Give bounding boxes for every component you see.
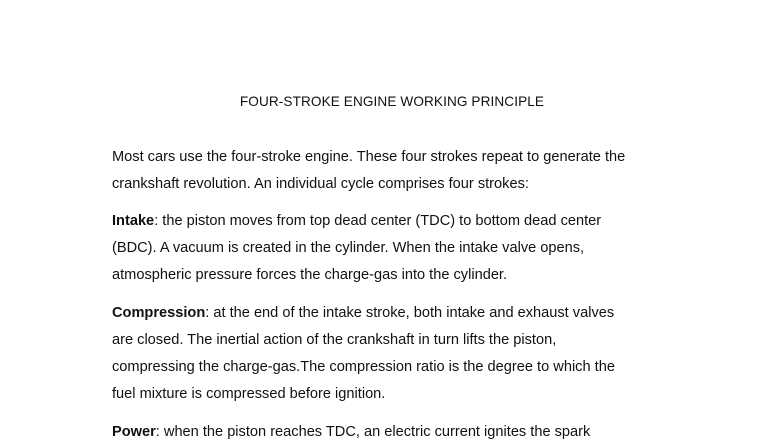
compression-text: : at the end of the intake stroke, both intake and exhaust valves xyxy=(205,305,615,321)
intake-term: Intake xyxy=(112,213,155,229)
page-title: FOUR-STROKE ENGINE WORKING PRINCIPLE xyxy=(239,94,545,109)
intro-paragraph xyxy=(112,144,692,198)
intro-line: crankshaft revolution. An individual cycle comprises four strokes: xyxy=(112,176,529,192)
intake-paragraph xyxy=(112,208,692,289)
power-paragraph xyxy=(112,419,692,441)
compression-term: Compression xyxy=(112,305,206,321)
compression-line xyxy=(112,300,692,327)
compression-line: are closed. The inertial action of the crankshaft in turn lifts the piston, xyxy=(112,332,557,348)
intake-line: atmospheric pressure forces the charge-gas into the cylinder. xyxy=(112,267,508,283)
power-line xyxy=(112,419,692,441)
intro-line: Most cars use the four-stroke engine. These four strokes repeat to generate the xyxy=(112,149,626,165)
compression-paragraph xyxy=(112,300,692,408)
power-text: : when the piston reaches TDC, an electric current ignites the spark xyxy=(155,424,591,440)
compression-line: fuel mixture is compressed before ignition. xyxy=(112,386,386,402)
intake-text: : the piston moves from top dead center (TDC) to bottom dead center xyxy=(154,213,602,229)
power-term: Power xyxy=(112,424,156,440)
compression-line: compressing the charge-gas.The compression ratio is the degree to which the xyxy=(112,359,615,375)
intake-line xyxy=(112,208,692,235)
intake-line: (BDC). A vacuum is created in the cylinder. When the intake valve opens, xyxy=(112,240,585,256)
